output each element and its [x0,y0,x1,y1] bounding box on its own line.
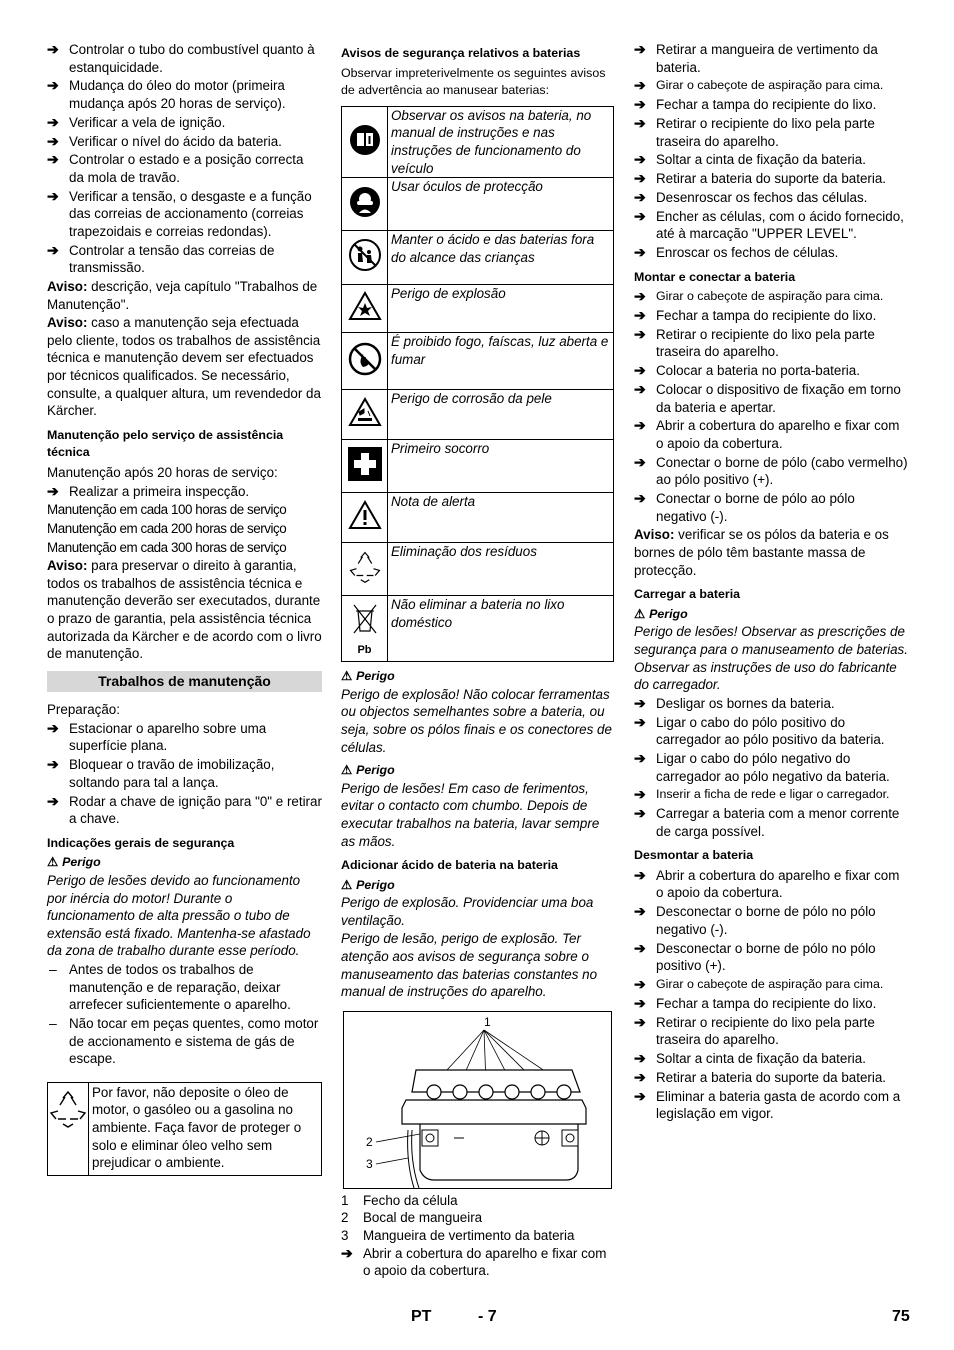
footer-local-page: - 7 [478,1308,497,1325]
arrow-icon: ➔ [634,1087,646,1104]
list-item: ➔ Controlar o estado e a posição correcta da mola de travão. [47,151,304,185]
table-row: Perigo de explosão [342,285,614,333]
arrow-icon: ➔ [634,362,646,379]
arrow-icon: ➔ [634,976,646,992]
text-line: Manutenção em cada 300 horas de serviço [47,539,287,555]
list-item: ➔ Eliminar a bateria gasta de acordo com a legislação em vigor. [634,1087,901,1122]
arrow-icon: ➔ [634,41,646,57]
arrow-icon: ➔ [47,792,59,809]
text-line: Manutenção após 20 horas de serviço: [47,464,278,480]
text-line: Manutenção em cada 100 horas de serviço [47,502,287,518]
arrow-icon: ➔ [634,749,646,766]
arrow-icon: ➔ [634,188,646,205]
first-aid-icon [342,440,388,493]
list-item: ➔ Girar o cabeçote de aspiração para cima. [634,976,884,992]
no-fire-icon [342,333,388,390]
arrow-icon: ➔ [634,77,646,94]
table-row: Perigo de corrosão da pele [342,390,614,440]
arrow-icon: ➔ [47,77,59,94]
list-item: ➔ Fechar a tampa do recipiente do lixo. [634,307,877,323]
intro-text: Observar impreterivelmente os seguintes avisos de advertência ao manusear baterias: [341,65,606,98]
legend-item: 2 Bocal de mangueira [341,1210,483,1226]
heading-acid: Adicionar ácido de bateria na bateria [341,858,558,873]
list-item: ➔ Verificar a tensão, o desgaste e a função das correias de accionamento (correias trapezoidais e correias redondas). [47,187,312,239]
list-item: ➔ Bloquear o travão de imobilização, soltando para tal a lança. [47,756,275,790]
list-item: ➔ Colocar o dispositivo de fixação em torno da bateria e apertar. [634,380,901,415]
list-item: ➔ Carregar a bateria com a menor corrente de carga possível. [634,805,900,839]
heading-safety: Indicações gerais de segurança [47,835,235,850]
table-row: Primeiro socorro [342,440,614,493]
list-item: ➔ Desconectar o borne de pólo no pólo negativo (-). [634,903,876,937]
arrow-icon: ➔ [47,151,59,168]
list-item: ➔ Conectar o borne de pólo (cabo vermelho) ao pólo positivo (+). [634,453,908,488]
environment-note: Por favor, não deposite o óleo de motor, o gasóleo ou a gasolina no ambiente. Faça favor de proteger o solo e eliminar óleo velho sem prejudicar o ambiente. [47,1082,322,1176]
column-right [634,41,909,1124]
arrow-icon: ➔ [47,41,59,57]
footer-language: PT [411,1308,432,1325]
heading-dismount: Desmontar a bateria [634,848,754,863]
column-left [47,41,322,1176]
list-item: ➔ Desenroscar os fechos das células. [634,188,868,205]
danger-label: ⚠ Perigo [634,606,688,621]
list-item: ➔ Girar o cabeçote de aspiração para cima. [634,288,884,305]
warning-triangle-icon: ⚠ [634,606,646,621]
list-item: ➔ Controlar a tensão das correias de transmissão. [47,241,275,276]
arrow-icon: ➔ [634,380,646,397]
arrow-icon: ➔ [634,1068,646,1085]
figure-label-1: 1 [484,1014,491,1029]
list-item: ➔ Ligar o cabo do pólo negativo do carregador ao pólo negativo da bateria. [634,749,890,784]
arrow-icon: ➔ [634,713,646,730]
arrow-icon: ➔ [47,241,59,258]
goggles-icon [342,178,388,231]
arrow-icon: ➔ [634,325,646,342]
list-item: ➔ Realizar a primeira inspecção. [47,482,250,499]
list-item: ➔ Abrir a cobertura do aparelho e fixar com o apoio da cobertura. [634,417,900,451]
keep-away-children-icon [342,231,388,285]
danger-label: ⚠ Perigo [341,877,395,892]
danger-text: Perigo de lesões! Observar as prescrições de segurança para o manuseamento de baterias. Observar as instruções de uso do fabricante do carregador. [634,624,908,693]
notice-paragraph: Aviso: verificar se os pólos da bateria e os bornes de pólo têm bastante massa de protecção. [634,527,889,578]
warning-icon [342,493,388,543]
danger-text: Perigo de explosão! Não colocar ferramentas ou objectos semelhantes sobre a bateria, ou seja, sobre os pólos finais e os conectores de células. [341,686,612,755]
list-item: ➔ Inserir a ficha de rede e ligar o carregador. [634,786,890,803]
list-item: ➔ Abrir a cobertura do aparelho e fixar com o apoio da cobertura. [634,866,900,901]
arrow-icon: ➔ [634,417,646,434]
arrow-icon: ➔ [47,113,59,130]
list-item: ➔ Abrir a cobertura do aparelho e fixar com o apoio da cobertura. [341,1244,607,1279]
recycling-icon [342,543,388,596]
warning-triangle-icon: ⚠ [341,763,353,778]
arrow-icon: ➔ [634,805,646,822]
crossed-bin-icon [342,596,388,662]
list-item: ➔ Ligar o cabo do pólo positivo do carregador ao pólo positivo da bateria. [634,713,885,748]
list-item: ➔ Soltar a cinta de fixação da bateria. [634,151,866,168]
arrow-icon: ➔ [47,482,59,499]
notice-paragraph: Aviso: caso a manutenção seja efectuada pelo cliente, todos os trabalhos de assistência técnica e manutenção devem ser efectuados por técnicos qualificados. Se necessário, consulte, a qualquer altura, um revendedor da Kärcher. [47,315,321,419]
legend-item: 3 Mangueira de vertimento da bateria [341,1228,575,1244]
list-item: ➔ Controlar o tubo do combustível quanto à estanquicidade. [47,41,315,75]
danger-label: ⚠ Perigo [341,763,395,778]
battery-figure [343,1011,612,1189]
list-item: ➔ Verificar o nível do ácido da bateria. [47,132,282,149]
list-item: ➔ Fechar a tampa do recipiente do lixo. [634,96,877,113]
figure-label-3: 3 [366,1156,373,1171]
list-item: ➔ Verificar a vela de ignição. [47,113,226,130]
text-line: Preparação: [47,702,120,718]
list-item: ➔ Girar o cabeçote de aspiração para cima. [634,77,884,94]
list-item: ➔ Retirar a bateria do suporte da bateria. [634,1068,887,1085]
arrow-icon: ➔ [341,1244,353,1261]
list-item: ➔ Fechar a tampa do recipiente do lixo. [634,994,877,1011]
danger-text: Perigo de lesão, perigo de explosão. Ter atenção aos avisos de segurança sobre o manuseamento das baterias constantes no manual de instruções do aparelho. [341,931,598,1000]
list-item: ➔ Soltar a cinta de fixação da bateria. [634,1049,866,1066]
list-item: ➔ Retirar o recipiente do lixo pela parte traseira do aparelho. [634,114,875,149]
arrow-icon: ➔ [634,151,646,168]
list-item: ➔ Retirar a bateria do suporte da bateria. [634,170,887,187]
list-item: ➔ Rodar a chave de ignição para "0" e retirar a chave. [47,792,322,827]
recycling-icon [48,1083,89,1175]
warning-triangle-icon: ⚠ [341,669,353,684]
list-item: ➔ Retirar o recipiente do lixo pela parte traseira do aparelho. [634,325,875,360]
table-row: Nota de alerta [342,493,614,543]
arrow-icon: ➔ [47,719,59,736]
arrow-icon: ➔ [634,1049,646,1066]
arrow-icon: ➔ [634,170,646,187]
arrow-icon: ➔ [634,207,646,224]
arrow-icon: ➔ [634,114,646,131]
battery-illustration [344,1012,611,1188]
list-item: ➔ Retirar o recipiente do lixo pela parte traseira do aparelho. [634,1013,875,1048]
danger-label: ⚠ Perigo [47,855,101,870]
arrow-icon: ➔ [634,96,646,113]
arrow-icon: ➔ [634,490,646,507]
arrow-icon: ➔ [634,694,646,711]
list-item: ➔ Retirar a mangueira de vertimento da bateria. [634,41,878,75]
list-item: ➔ Enroscar os fechos de células. [634,244,839,261]
list-item: – Antes de todos os trabalhos de manutenção e de reparação, deixar arrefecer suficientemente o aparelho. [49,960,291,1013]
table-row: Pb Não eliminar a bateria no lixo doméstico [342,596,614,662]
symbol-table [341,106,614,662]
warning-triangle-icon: ⚠ [341,877,353,892]
arrow-icon: ➔ [634,453,646,470]
arrow-icon: ➔ [634,994,646,1011]
arrow-icon: ➔ [634,903,646,920]
legend-item: 1 Fecho da célula [341,1192,458,1208]
pb-label: Pb [357,644,372,657]
arrow-icon: ➔ [634,307,646,323]
danger-text: Perigo de explosão. Providenciar uma boa ventilação. [341,895,594,928]
section-title: Trabalhos de manutenção [47,671,322,693]
arrow-icon: ➔ [634,1013,646,1030]
footer-page-number: 75 [892,1308,910,1325]
dash-icon: – [49,1014,57,1031]
table-row: É proibido fogo, faíscas, luz aberta e fumar [342,333,614,390]
notice-paragraph: Aviso: descrição, veja capítulo "Trabalhos de Manutenção". [47,279,318,312]
danger-text: Perigo de lesões! Em caso de ferimentos, evitar o contacto com chumbo. Depois de executar trabalhos na bateria, lavar sempre as mãos. [341,780,600,849]
list-item: ➔ Estacionar o aparelho sobre uma superfície plana. [47,719,267,754]
arrow-icon: ➔ [634,244,646,261]
dash-icon: – [49,960,57,977]
table-row: Usar óculos de protecção [342,178,614,231]
danger-text: Perigo de lesões devido ao funcionamento por inércia do motor! Durante o funcionamento de alta pressão o tubo de extensão está fixado. Mantenha-se afastado da zona de trabalho durante esse período. [47,873,311,959]
warning-triangle-icon: ⚠ [47,855,59,870]
arrow-icon: ➔ [634,288,646,305]
corrosion-icon [342,390,388,440]
figure-label-2: 2 [366,1134,373,1149]
arrow-icon: ➔ [47,756,59,773]
heading-mount: Montar e conectar a bateria [634,269,796,284]
arrow-icon: ➔ [47,187,59,204]
arrow-icon: ➔ [47,132,59,149]
list-item: ➔ Encher as células, com o ácido fornecido, até à marcação "UPPER LEVEL". [634,207,904,242]
manual-icon [342,106,388,177]
arrow-icon: ➔ [634,939,646,956]
table-row: Manter o ácido e das baterias fora do alcance das crianças [342,231,614,285]
table-row: Observar os avisos na bateria, no manual de instruções e nas instruções de funcionamento do veículo [342,106,614,177]
text-line: Manutenção em cada 200 horas de serviço [47,520,287,536]
danger-label: ⚠ Perigo [341,669,395,684]
list-item: ➔ Desconectar o borne de pólo no pólo positivo (+). [634,939,876,974]
heading-charge: Carregar a bateria [634,587,741,602]
column-middle [341,41,614,1281]
heading-service: Manutenção pelo serviço de assistência técnica [47,427,284,460]
table-row: Eliminação dos resíduos [342,543,614,596]
list-item: ➔ Colocar a bateria no porta-bateria. [634,362,860,379]
explosion-icon [342,285,388,333]
list-item: ➔ Conectar o borne de pólo ao pólo negativo (-). [634,490,855,524]
heading-battery-warnings: Avisos de segurança relativos a baterias [341,46,581,60]
list-item: – Não tocar em peças quentes, como motor de accionamento e sistema de gás de escape. [49,1014,319,1067]
arrow-icon: ➔ [634,786,646,803]
notice-paragraph: Aviso: para preservar o direito à garantia, todos os trabalhos de assistência técnica e manutenção deverão ser executados, durante o prazo de garantia, pela assistência técnica autorizada da Kärcher e de acordo com o livro de manutenção. [47,558,322,662]
list-item: ➔ Desligar os bornes da bateria. [634,694,835,711]
arrow-icon: ➔ [634,866,646,883]
list-item: ➔ Mudança do óleo do motor (primeira mudança após 20 horas de serviço). [47,77,286,111]
